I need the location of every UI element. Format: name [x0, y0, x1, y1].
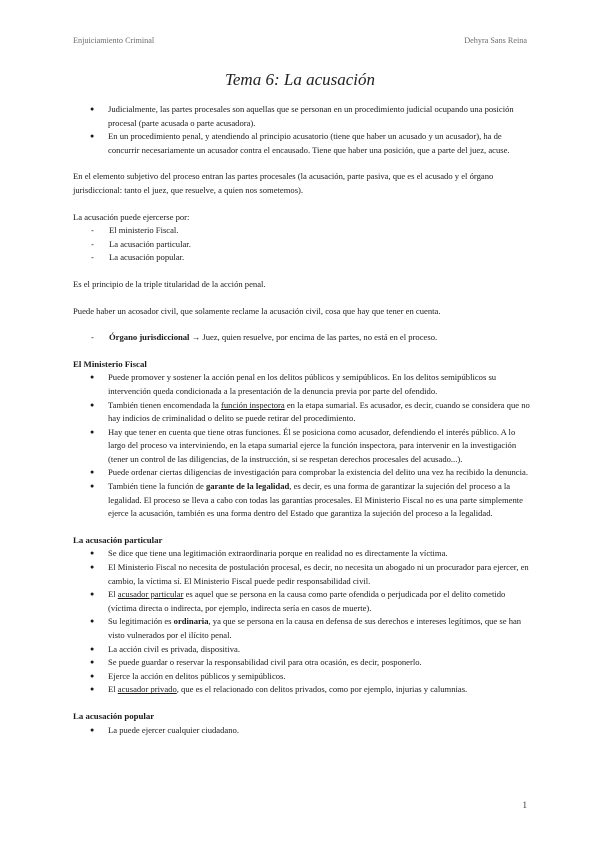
paragraph-actor-civil: Puede haber un acosador civil, que solamente reclame la acusación civil, cosa que hay que tener en cuenta.: [73, 305, 441, 316]
list-item: - La acusación particular.: [73, 238, 530, 252]
ejercer-list: [73, 224, 530, 265]
underlined-term: acusador particular: [117, 589, 184, 600]
paragraph-subjetivo: En el elemento subjetivo del proceso entran las partes procesales (la acusación, parte pasiva, que es el acusado y el órgano jurisdiccional: tanto el juez, que resuelve, a quien nos sometemos).: [73, 171, 494, 195]
section-heading-ministerio: El Ministerio Fiscal: [73, 358, 147, 369]
particular-list: [73, 547, 530, 697]
list-item: - La acusación popular.: [73, 251, 530, 265]
list-item: ● Se puede guardar o reservar la responsabilidad civil para otra ocasión, es decir, posponerlo.: [73, 656, 530, 670]
document-body: [73, 103, 530, 737]
list-item: ● La puede ejercer cualquier ciudadano.: [73, 724, 530, 738]
list-item: ● Judicialmente, las partes procesales son aquellas que se personan en un procedimiento judicial ocupando una posición procesal (parte acusada o parte acusadora).: [73, 103, 530, 130]
intro-list: [73, 103, 530, 157]
list-item: ● Hay que tener en cuenta que tiene otras funciones. Él se posiciona como acusador, defendiendo el interés público. A lo largo del proceso va interviniendo, en la etapa sumarial ejerce la función inspectora, para intervenir en la investigación (tener un control de las diligencias, de la instrucción, si se respetan derechos procesales del acusado...).: [73, 426, 530, 467]
header-left: Enjuiciamiento Criminal: [73, 36, 155, 45]
section-heading-particular: La acusación particular: [73, 534, 163, 545]
list-item: ● También tiene la función de garante de la legalidad, es decir, es una forma de garantizar la sujeción del proceso a la legalidad. El proceso se lleva a cabo con todas las garantías procesales. El Ministerio Fiscal no es una parte simplemente ejerce la acusación, también es una forma dentro del Estado que garantiza la sujeción del proceso a la legalidad.: [73, 480, 530, 521]
underlined-term: acusador privado: [117, 684, 177, 695]
bold-term: garante de la legalidad: [205, 481, 290, 492]
list-item: ● Puede promover y sostener la acción penal en los delitos públicos y semipúblicos. En los delitos semipúblicos su intervención queda condicionada a la presentación de la denuncia previa por parte del ofendido.: [73, 371, 530, 398]
list-item: ● El Ministerio Fiscal no necesita de postulación procesal, es decir, no necesita un abogado ni un procurador para ejercer, en cambio, la víctima sí. El Ministerio Fiscal puede pedir responsabilidad civil.: [73, 561, 530, 588]
section-heading-popular: La acusación popular: [73, 710, 155, 721]
paragraph-ejercer: La acusación puede ejercerse por:: [73, 211, 190, 222]
organo-list: [73, 331, 530, 345]
organo-text: → Juez, quien resuelve, por encima de las partes, no está en el proceso.: [189, 332, 438, 343]
underlined-term: función inspectora: [220, 399, 285, 410]
list-item: ● El acusador particular es aquel que se persona en la causa como parte ofendida o perjudicada por el delito cometido (víctima directa o indirecta, por ejemplo, indirecta sería en casos de muerte).: [73, 588, 530, 615]
list-item: ● El acusador privado, que es el relacionado con delitos privados, como por ejemplo, injurias y calumnias.: [73, 683, 530, 697]
popular-list: [73, 724, 530, 738]
list-item: ● Puede ordenar ciertas diligencias de investigación para comprobar la existencia del delito una vez ha recibido la denuncia.: [73, 466, 530, 480]
list-item: ● Su legitimación es ordinaria, ya que se persona en la causa en defensa de sus derechos e intereses legítimos, que se han visto vulnerados por el ilícito penal.: [73, 615, 530, 642]
bold-term: ordinaria: [173, 616, 209, 627]
list-item: ● Ejerce la acción en delitos públicos y semipúblicos.: [73, 670, 530, 684]
list-item: [73, 331, 530, 345]
organo-label: Órgano jurisdiccional: [109, 332, 190, 343]
ministerio-list: [73, 371, 530, 521]
list-item: - El ministerio Fiscal.: [73, 224, 530, 238]
list-item: ● En un procedimiento penal, y atendiendo al principio acusatorio (tiene que haber un acusado y un acusador), ha de concurrir necesariamente un acusador contra el encausado. Tiene que haber una posición, que a parte del juez, acuse.: [73, 130, 530, 157]
header-right: Dehyra Sans Reina: [464, 36, 527, 45]
list-item: ● La acción civil es privada, dispositiva.: [73, 643, 530, 657]
paragraph-triple: Es el principio de la triple titularidad de la acción penal.: [73, 278, 266, 289]
list-item: ● Se dice que tiene una legitimación extraordinaria porque en realidad no es directamente la víctima.: [73, 547, 530, 561]
page-title: Tema 6: La acusación: [224, 70, 375, 89]
list-item: ● También tienen encomendada la función inspectora en la etapa sumarial. Es acusador, es decir, cuando se considera que no hay indicios de criminalidad o delito se puede retirar del procedimiento.: [73, 399, 530, 426]
page-number: 1: [522, 800, 527, 810]
